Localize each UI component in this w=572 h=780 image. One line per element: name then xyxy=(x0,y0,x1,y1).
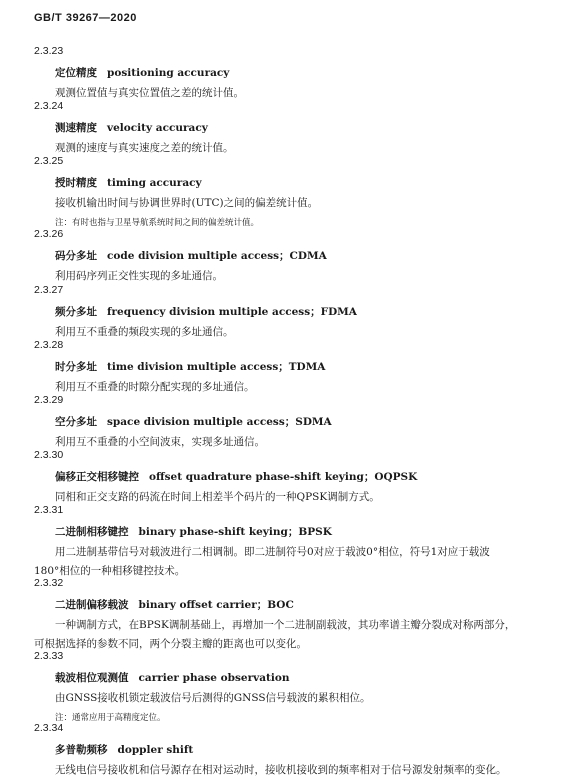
term-chinese: 偏移正交相移键控 xyxy=(55,471,139,483)
clause-number: 2.3.28 xyxy=(34,339,64,351)
definition-block xyxy=(55,267,545,286)
term-chinese: 空分多址 xyxy=(55,416,97,428)
note-text: 注：有时也指与卫星导航系统时间之间的偏差统计值。 xyxy=(55,218,260,228)
term-chinese: 码分多址 xyxy=(55,250,97,262)
definition-line: 利用互不重叠的小空间波束，实现多址通信。 xyxy=(55,436,265,448)
term-english: offset quadrature phase-shift keying；OQPSK xyxy=(149,471,418,483)
term-heading xyxy=(55,597,294,612)
term-chinese: 二进制相移键控 xyxy=(55,526,129,538)
term-chinese: 载波相位观测值 xyxy=(55,672,129,684)
term-english: doppler shift xyxy=(117,744,194,756)
definition-block xyxy=(34,616,545,654)
clause-number: 2.3.26 xyxy=(34,228,64,240)
definition-block xyxy=(55,433,545,452)
term-english: code division multiple access；CDMA xyxy=(107,250,327,262)
definition-block xyxy=(55,139,545,158)
definition-line: 可根据选择的参数不同，两个分裂主瓣的距离也可以变化。 xyxy=(34,638,307,650)
definition-line: 观测位置值与真实位置值之差的统计值。 xyxy=(55,87,244,99)
term-english: space division multiple access；SDMA xyxy=(107,416,332,428)
term-chinese: 二进制偏移载波 xyxy=(55,599,129,611)
definition-line: 利用码序列正交性实现的多址通信。 xyxy=(55,270,223,282)
term-heading xyxy=(55,65,229,80)
term-english: velocity accuracy xyxy=(107,122,208,134)
term-heading xyxy=(55,304,357,319)
term-heading xyxy=(55,359,325,374)
definition-line: 观测的速度与真实速度之差的统计值。 xyxy=(55,142,234,154)
clause-number: 2.3.23 xyxy=(34,45,64,57)
term-english: timing accuracy xyxy=(107,177,202,189)
definition-line: 由GNSS接收机锁定载波信号后测得的GNSS信号载波的累积相位。 xyxy=(55,692,371,704)
definition-block xyxy=(55,689,545,727)
definition-line: 无线电信号接收机和信号源存在相对运动时，接收机接收到的频率相对于信号源发射频率的变化。 xyxy=(55,764,507,776)
term-heading xyxy=(55,524,332,539)
clause-number: 2.3.29 xyxy=(34,394,64,406)
term-heading xyxy=(55,175,202,190)
definition-block xyxy=(55,84,545,103)
definition-block xyxy=(55,323,545,342)
definition-line: 一种调制方式，在BPSK调制基础上，再增加一个二进制副载波，其功率谱主瓣分裂成对称两部分， xyxy=(55,619,516,631)
definition-block xyxy=(55,378,545,397)
term-english: time division multiple access；TDMA xyxy=(107,361,326,373)
definition-line: 同相和正交支路的码流在时间上相差半个码片的一种QPSK调制方式。 xyxy=(55,491,380,503)
clause-number: 2.3.24 xyxy=(34,100,64,112)
clause-number: 2.3.27 xyxy=(34,284,64,296)
clause-number: 2.3.34 xyxy=(34,722,64,734)
term-heading xyxy=(55,248,327,263)
clause-number: 2.3.33 xyxy=(34,650,64,662)
term-heading xyxy=(55,469,417,484)
note-text: 注：通常应用于高精度定位。 xyxy=(55,713,166,723)
clause-number: 2.3.25 xyxy=(34,155,64,167)
term-chinese: 定位精度 xyxy=(55,67,97,79)
term-heading xyxy=(55,742,193,757)
definition-line: 用二进制基带信号对载波进行二相调制。即二进制符号0对应于载波0°相位，符号1对应于载波 xyxy=(55,546,490,558)
clause-number: 2.3.30 xyxy=(34,449,64,461)
clause-number: 2.3.31 xyxy=(34,504,64,516)
term-chinese: 频分多址 xyxy=(55,306,97,318)
term-english: positioning accuracy xyxy=(107,67,230,79)
term-heading xyxy=(55,120,208,135)
term-chinese: 测速精度 xyxy=(55,122,97,134)
definition-line: 180°相位的一种相移键控技术。 xyxy=(34,565,186,577)
definition-block xyxy=(34,543,545,581)
definition-line: 利用互不重叠的时隙分配实现的多址通信。 xyxy=(55,381,255,393)
definition-line: 利用互不重叠的频段实现的多址通信。 xyxy=(55,326,234,338)
term-heading xyxy=(55,414,332,429)
term-english: carrier phase observation xyxy=(138,672,290,684)
term-english: frequency division multiple access；FDMA xyxy=(107,306,357,318)
term-heading xyxy=(55,670,290,685)
term-chinese: 时分多址 xyxy=(55,361,97,373)
term-chinese: 授时精度 xyxy=(55,177,97,189)
term-chinese: 多普勒频移 xyxy=(55,744,108,756)
clause-number: 2.3.32 xyxy=(34,577,64,589)
term-english: binary offset carrier；BOC xyxy=(138,599,294,611)
definition-block xyxy=(55,488,545,507)
document-code-header: GB/T 39267—2020 xyxy=(34,12,137,24)
term-english: binary phase-shift keying；BPSK xyxy=(138,526,332,538)
definition-block xyxy=(55,194,545,232)
definition-line: 接收机输出时间与协调世界时(UTC)之间的偏差统计值。 xyxy=(55,197,319,209)
definition-block xyxy=(55,761,545,780)
